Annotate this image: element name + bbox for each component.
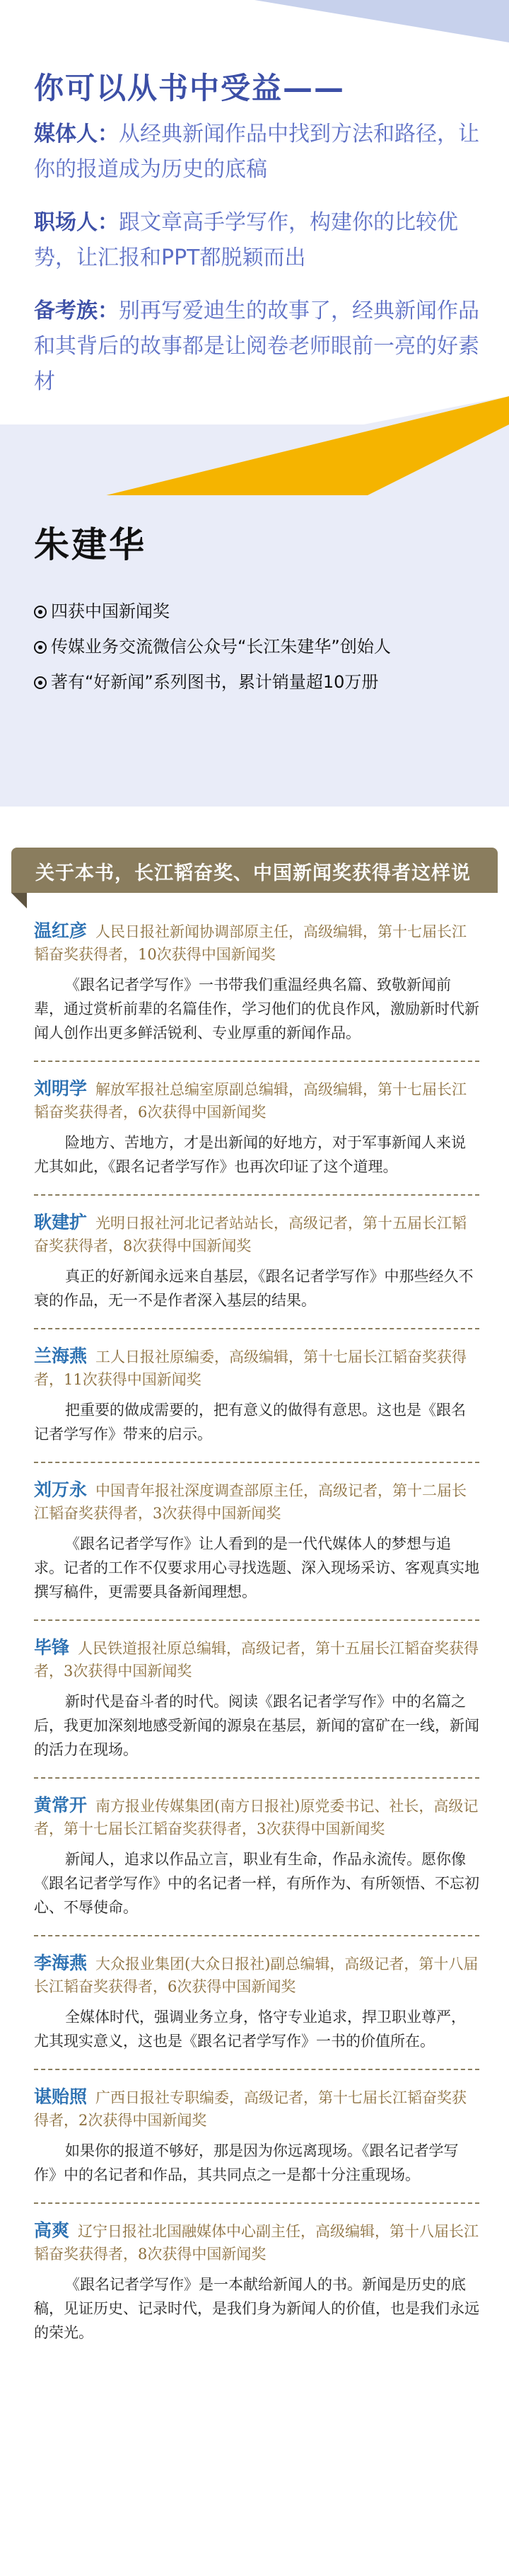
credential-text: 传媒业务交流微信公众号“长江朱建华”创始人	[51, 637, 391, 657]
reviewer-title: 光明日报社河北记者站站长，高级记者，第十五届长江韬奋奖获得者，8次获得中国新闻奖	[34, 1215, 467, 1254]
review-item	[34, 1211, 479, 1329]
review-quote: 如果你的报道不够好，那是因为你远离现场。《跟名记者学写作》中的名记者和作品，其共同点之一是都十分注重现场。	[34, 2142, 459, 2183]
review-head	[34, 920, 479, 966]
review-item	[34, 1078, 479, 1196]
reviewer-title: 工人日报社原编委，高级编辑，第十七届长江韬奋奖获得者，11次获得中国新闻奖	[34, 1348, 467, 1388]
corner-decoration	[255, 0, 509, 42]
review-quote: 险地方、苦地方，才是出新闻的好地方，对于军事新闻人来说尤其如此，《跟名记者学写作》也再次印证了这个道理。	[34, 1134, 466, 1175]
review-quote: 新闻人，追求以作品立言，职业有生命，作品永流传。愿你像《跟名记者学写作》中的名记者一样，有所作为、有所领悟、不忘初心、不辱使命。	[34, 1851, 479, 1916]
author-credential	[34, 635, 486, 658]
reviewer-name: 黄常开	[34, 1795, 88, 1815]
review-item	[34, 1636, 479, 1779]
bullet-icon	[34, 676, 47, 689]
reviews-banner	[11, 848, 498, 893]
review-head	[34, 1078, 479, 1124]
credential-text: 著有“好新闻”系列图书，累计销量超10万册	[51, 672, 379, 692]
yellow-diagonal-decoration	[0, 396, 509, 495]
benefit-text: 别再写爱迪生的故事了，经典新闻作品和其背后的故事都是让阅卷老师眼前一亮的好素材	[34, 299, 479, 394]
benefit-role: 备考族：	[34, 299, 119, 323]
reviewer-title: 人民铁道报社原总编辑，高级记者，第十五届长江韬奋奖获得者，3次获得中国新闻奖	[34, 1640, 479, 1680]
reviewer-name: 刘万永	[34, 1479, 88, 1500]
reviewer-name: 高爽	[34, 2220, 70, 2241]
reviewer-title: 南方报业传媒集团(南方日报社)原党委书记、社长，高级记者，第十七届长江韬奋奖获得者，3次获得中国新闻奖	[34, 1798, 479, 1837]
review-item	[34, 1479, 479, 1621]
review-item	[34, 1952, 479, 2070]
bullet-icon	[34, 606, 47, 618]
reviewer-name: 李海燕	[34, 1953, 88, 1973]
bullet-icon	[34, 641, 47, 654]
benefits-title: 你可以从书中受益——	[34, 71, 346, 105]
reviewer-name: 刘明学	[34, 1078, 88, 1099]
author-name: 朱建华	[34, 524, 146, 565]
reviewer-name: 温红彦	[34, 920, 88, 941]
reviewer-name: 兰海燕	[34, 1346, 88, 1366]
review-quote: 真正的好新闻永远来自基层，《跟名记者学写作》中那些经久不衰的作品，无一不是作者深入基层的结果。	[34, 1268, 474, 1309]
review-item	[34, 920, 479, 1062]
benefit-exam	[34, 294, 479, 400]
review-head	[34, 2219, 479, 2265]
reviewer-title: 大众报业集团(大众日报社)副总编辑，高级记者，第十八届长江韬奋奖获得者，6次获得中国新闻奖	[34, 1956, 479, 1995]
review-quote: 《跟名记者学写作》是一本献给新闻人的书。新闻是历史的底稿，见证历史、记录时代，是我们身为新闻人的价值，也是我们永远的荣光。	[34, 2276, 479, 2341]
benefit-role: 媒体人：	[34, 122, 119, 146]
banner-fold-decoration	[11, 893, 27, 908]
reviews-banner-title: 关于本书，长江韬奋奖、中国新闻奖获得者这样说	[35, 862, 471, 884]
review-head	[34, 1952, 479, 1998]
reviews-list	[34, 920, 479, 2376]
review-quote: 《跟名记者学写作》一书带我们重温经典名篇、致敬新闻前辈，通过赏析前辈的名篇佳作，学习他们的优良作风，激励新时代新闻人创作出更多鲜活锐利、专业厚重的新闻作品。	[34, 976, 479, 1041]
benefit-text: 从经典新闻作品中找到方法和路径，让你的报道成为历史的底稿	[34, 122, 479, 182]
review-head	[34, 2086, 479, 2132]
review-head	[34, 1479, 479, 1525]
author-credential	[34, 600, 486, 623]
review-head	[34, 1636, 479, 1682]
reviewer-name: 毕锋	[34, 1637, 70, 1658]
reviewer-name: 谌贻照	[34, 2086, 88, 2107]
benefit-role: 职场人：	[34, 210, 119, 235]
reviewer-title: 人民日报社新闻协调部原主任，高级编辑，第十七届长江韬奋奖获得者，10次获得中国新闻奖	[34, 923, 467, 963]
reviewer-title: 辽宁日报社北国融媒体中心副主任，高级编辑，第十八届长江韬奋奖获得者，8次获得中国新闻奖	[34, 2223, 479, 2263]
reviewer-title: 广西日报社专职编委，高级记者，第十七届长江韬奋奖获得者，2次获得中国新闻奖	[34, 2089, 467, 2129]
review-head	[34, 1794, 479, 1840]
review-item	[34, 1345, 479, 1463]
review-head	[34, 1211, 479, 1257]
review-item	[34, 2219, 479, 2360]
review-item	[34, 1794, 479, 1936]
reviewer-title: 中国青年报社深度调查部原主任，高级记者，第十二届长江韬奋奖获得者，3次获得中国新闻奖	[34, 1482, 467, 1522]
review-quote: 《跟名记者学写作》让人看到的是一代代媒体人的梦想与追求。记者的工作不仅要求用心寻找选题、深入现场采访、客观真实地撰写稿件，更需要具备新闻理想。	[34, 1535, 479, 1600]
credential-text: 四获中国新闻奖	[51, 601, 170, 621]
review-quote: 全媒体时代，强调业务立身，恪守专业追求，捍卫职业尊严，尤其现实意义，这也是《跟名记者学写作》一书的价值所在。	[34, 2009, 466, 2050]
author-credential	[34, 671, 486, 693]
review-quote: 把重要的做成需要的，把有意义的做得有意思。这也是《跟名记者学写作》带来的启示。	[34, 1402, 466, 1443]
review-item	[34, 2086, 479, 2204]
benefit-text: 跟文章高手学写作，构建你的比较优势，让汇报和PPT都脱颖而出	[34, 210, 458, 270]
reviewer-title: 解放军报社总编室原副总编辑，高级编辑，第十七届长江韬奋奖获得者，6次获得中国新闻奖	[34, 1081, 467, 1121]
review-head	[34, 1345, 479, 1391]
review-quote: 新时代是奋斗者的时代。阅读《跟名记者学写作》中的名篇之后，我更加深刻地感受新闻的源泉在基层，新闻的富矿在一线，新闻的活力在现场。	[34, 1693, 479, 1758]
benefit-media	[34, 117, 479, 187]
reviewer-name: 耿建扩	[34, 1212, 88, 1232]
benefit-workplace	[34, 205, 479, 276]
